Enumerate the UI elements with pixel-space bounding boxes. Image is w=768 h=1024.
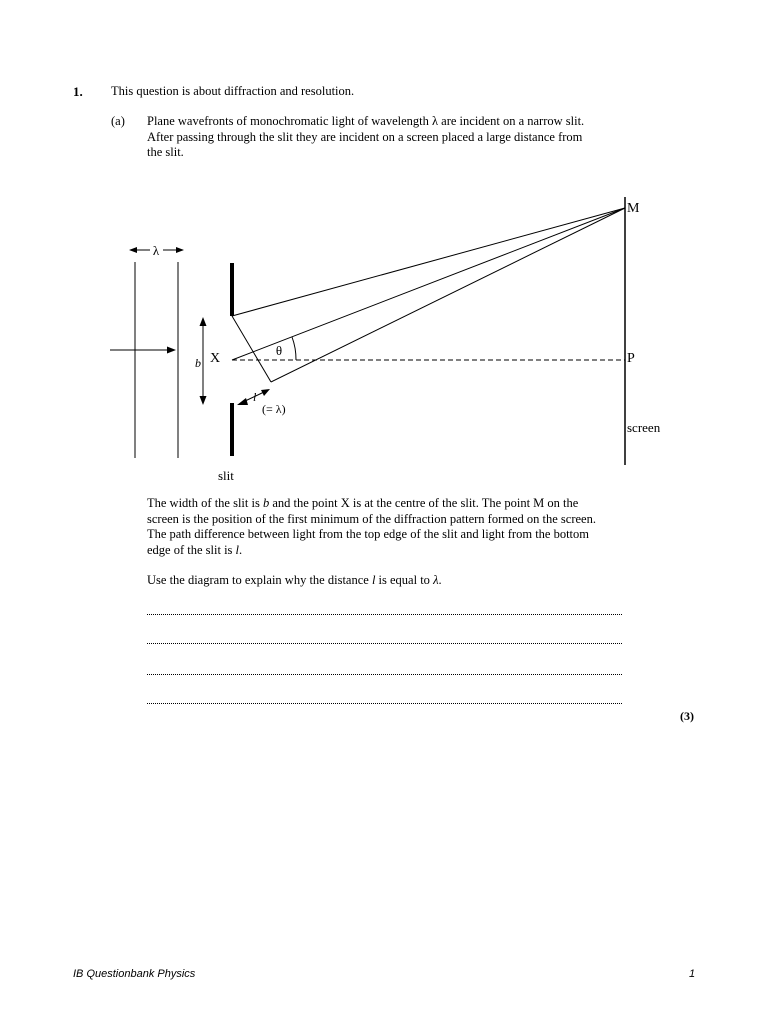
- marks-label: (3): [680, 709, 694, 723]
- perpendicular-line: [232, 316, 271, 382]
- answer-line-3[interactable]: [147, 674, 622, 676]
- description-line-2: screen is the position of the first minimum of the diffraction pattern formed on the screen.: [147, 511, 596, 526]
- ray-centre: [232, 208, 625, 360]
- question-intro: This question is about diffraction and resolution.: [111, 84, 355, 98]
- instruction-text: Use the diagram to explain why the distance l is equal to λ.: [147, 573, 442, 587]
- part-a-line-3: the slit.: [147, 145, 184, 159]
- screen-label: screen: [627, 420, 661, 435]
- x-label: X: [210, 351, 221, 366]
- part-a-line-1: Plane wavefronts of monochromatic light of wavelength λ are incident on a narrow slit.: [147, 114, 585, 128]
- answer-line-2[interactable]: [147, 643, 622, 645]
- ray-top: [232, 208, 625, 316]
- ray-bottom: [271, 208, 625, 382]
- question-number: 1.: [73, 84, 83, 99]
- part-label: (a): [111, 114, 125, 128]
- l-label: l: [253, 390, 257, 404]
- description-line-4: edge of the slit is l.: [147, 542, 243, 557]
- lambda-label: λ: [152, 243, 160, 258]
- theta-label: θ: [275, 343, 283, 358]
- part-a-line-2: After passing through the slit they are incident on a screen placed a large distance from: [147, 129, 583, 144]
- answer-line-1[interactable]: [147, 614, 622, 616]
- diffraction-diagram: [0, 0, 768, 500]
- p-label: P: [627, 351, 635, 366]
- footer-source: IB Questionbank Physics: [73, 968, 196, 980]
- description-line-1: The width of the slit is b and the point X is at the centre of the slit. The point M on the: [147, 496, 579, 510]
- slit-barrier-top: [230, 263, 234, 316]
- theta-arc: [292, 337, 296, 360]
- slit-label: slit: [218, 468, 234, 483]
- page-number: 1: [689, 968, 696, 980]
- description-line-3: The path difference between light from the top edge of the slit and light from the bottom: [147, 527, 590, 541]
- description-text: [147, 496, 687, 558]
- slit-barrier-bottom: [230, 403, 234, 456]
- answer-line-4[interactable]: [147, 703, 622, 705]
- eq-lambda-label: (= λ): [262, 402, 286, 416]
- b-label: b: [195, 356, 201, 370]
- m-label: M: [627, 201, 640, 216]
- incident-arrow-head: [167, 347, 176, 354]
